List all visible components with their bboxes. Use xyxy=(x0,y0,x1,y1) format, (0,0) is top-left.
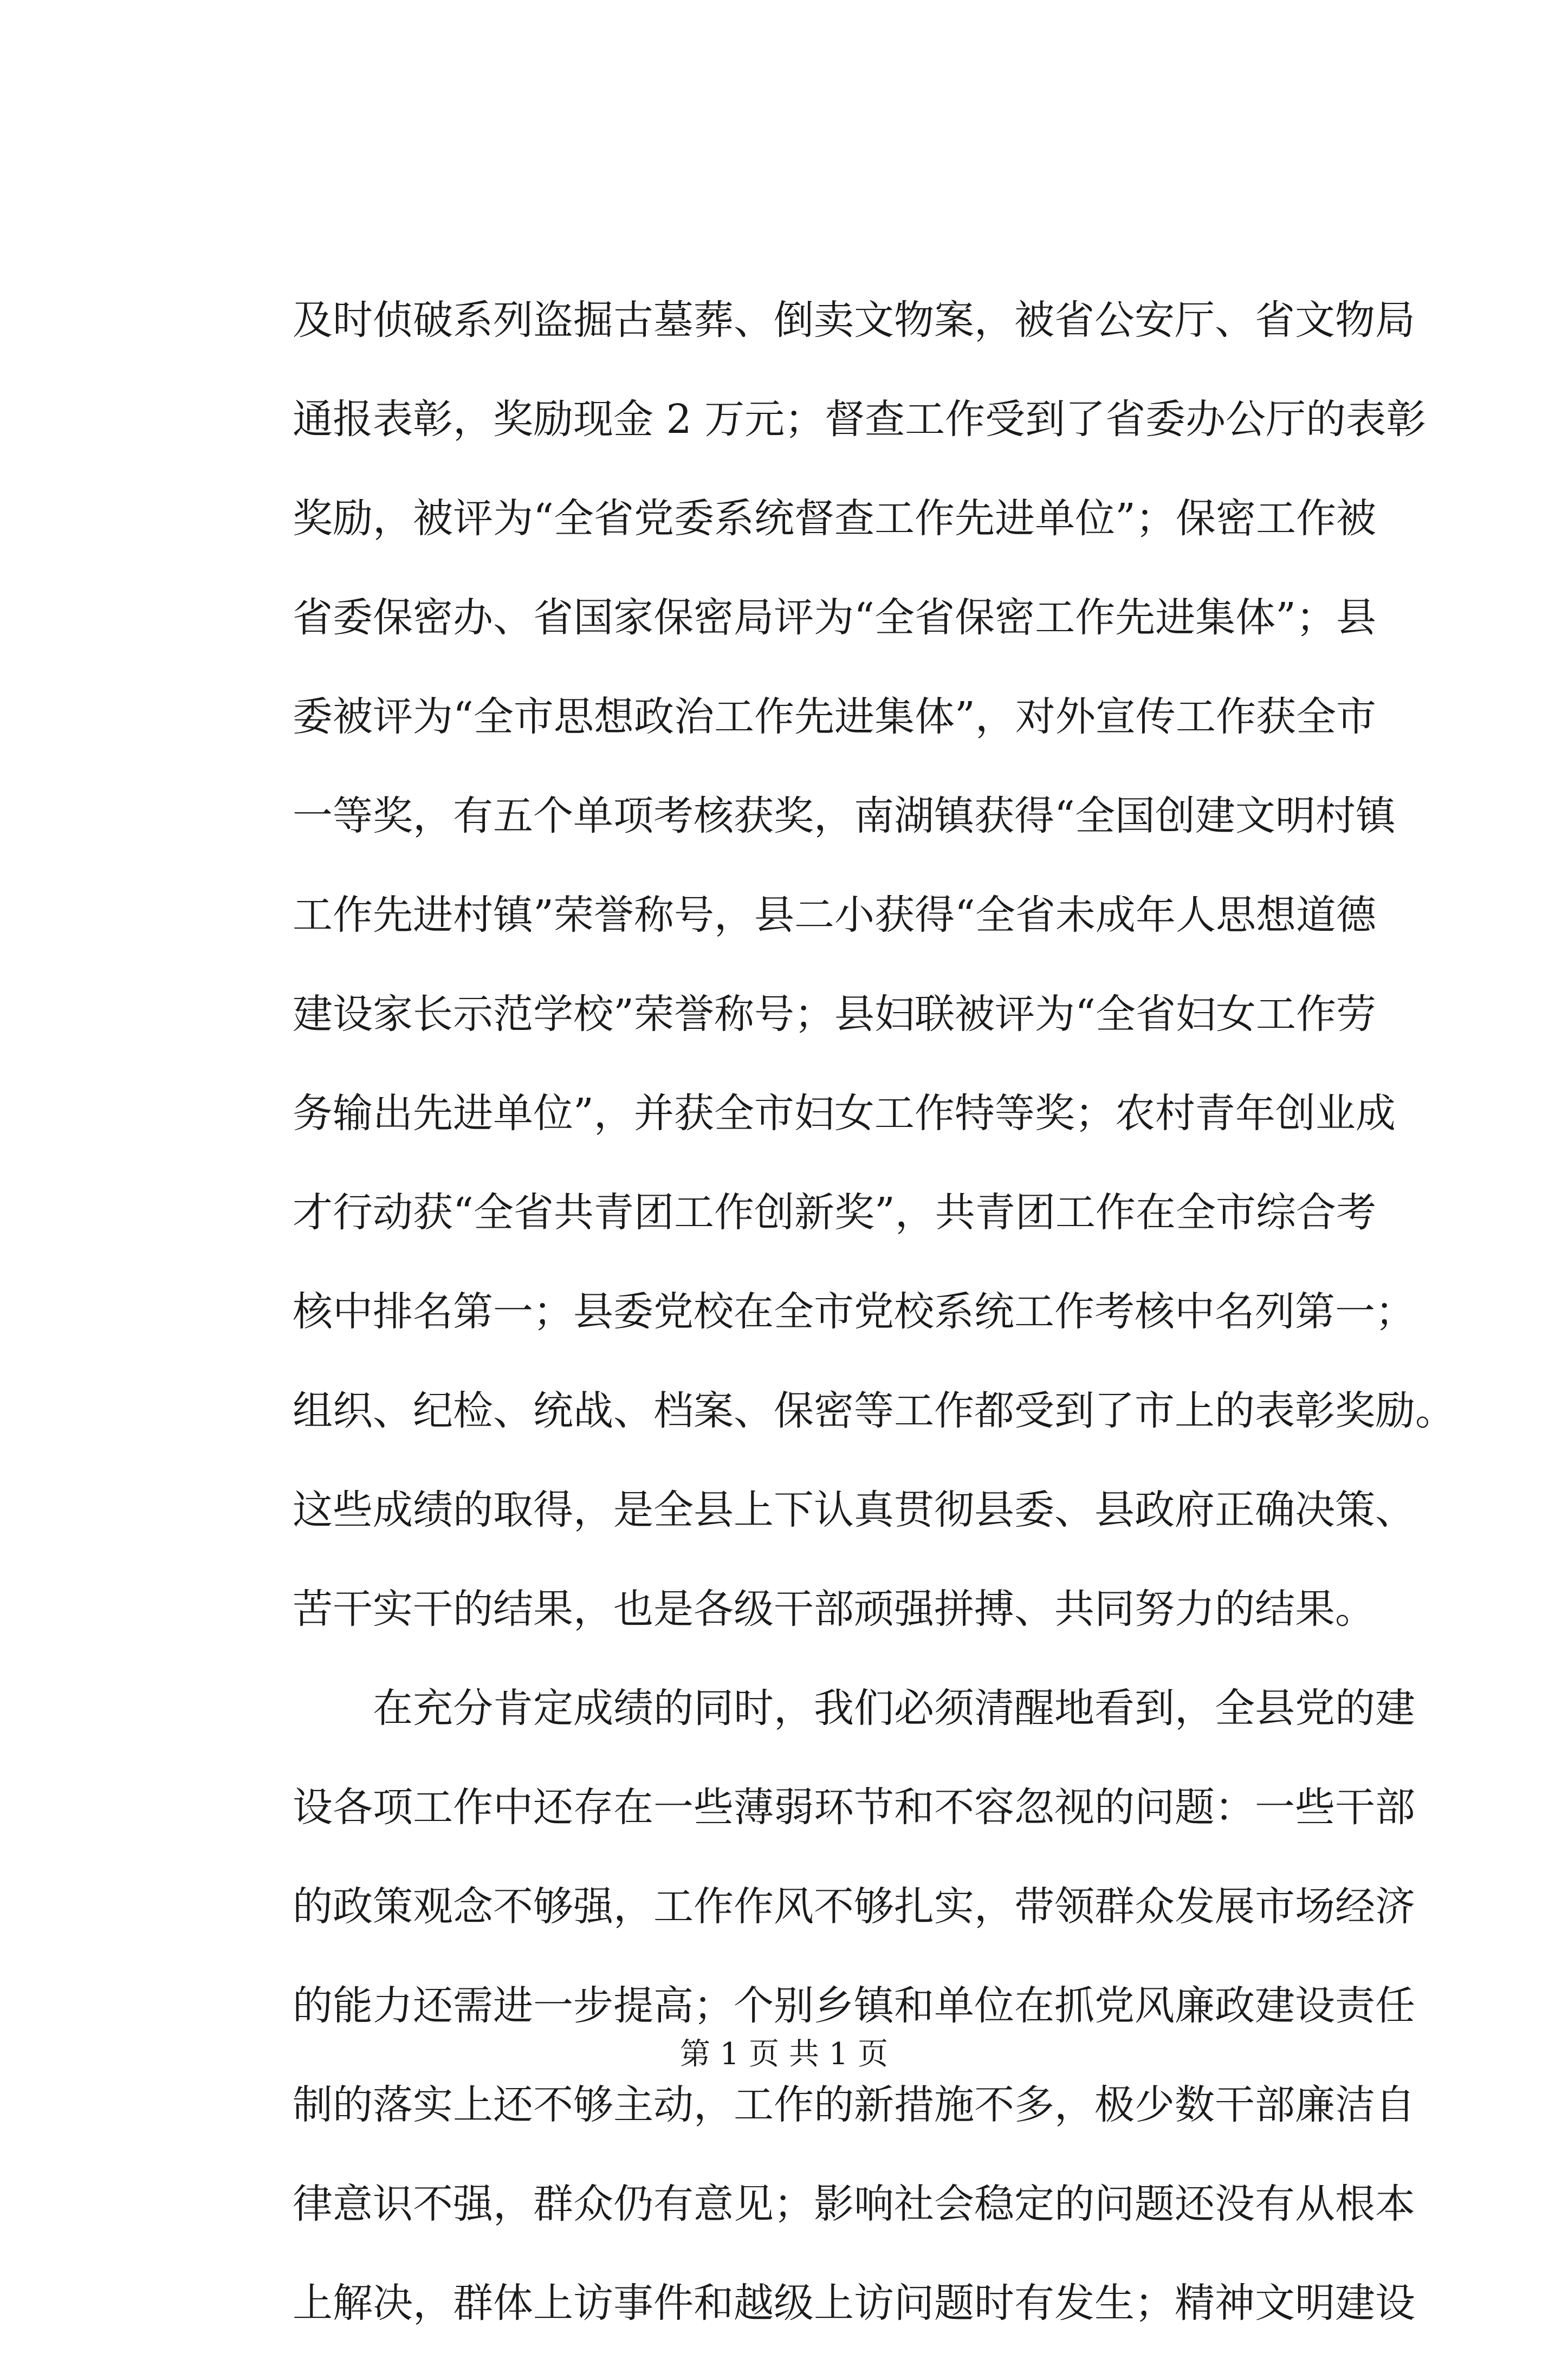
text-line: 一等奖，有五个单项考核获奖，南湖镇获得“全国创建文明村镇 xyxy=(293,793,1396,839)
text-line: 律意识不强，群众仍有意见；影响社会稳定的问题还没有从根本 xyxy=(293,2181,1415,2227)
page-footer xyxy=(0,2033,1568,2076)
text-line: 建设家长示范学校”荣誉称号；县妇联被评为“全省妇女工作劳 xyxy=(293,991,1376,1038)
page-number: 第 1 页 共 1 页 xyxy=(679,2037,889,2072)
text-line: 的政策观念不够强，工作作风不够扎实，带领群众发展市场经济 xyxy=(293,1883,1415,1930)
text-line: 奖励，被评为“全省党委系统督查工作先进单位”；保密工作被 xyxy=(293,495,1376,542)
text-line: 核中排名第一；县委党校在全市党校系统工作考核中名列第一； xyxy=(293,1288,1415,1335)
text-line: 委被评为“全市思想政治工作先进集体”，对外宣传工作获全市 xyxy=(293,693,1376,740)
text-line: 制的落实上还不够主动，工作的新措施不多，极少数干部廉洁自 xyxy=(293,2082,1415,2128)
text-line: 设各项工作中还存在一些薄弱环节和不容忽视的问题：一些干部 xyxy=(293,1784,1415,1831)
text-line: 组织、纪检、统战、档案、保密等工作都受到了市上的表彰奖励。 xyxy=(293,1388,1455,1434)
text-line: 及时侦破系列盗掘古墓葬、倒卖文物案，被省公安厅、省文物局 xyxy=(293,297,1415,343)
text-line: 的能力还需进一步提高；个别乡镇和单位在抓党风廉政建设责任 xyxy=(293,1982,1415,2029)
text-line: 这些成绩的取得，是全县上下认真贯彻县委、县政府正确决策、 xyxy=(293,1487,1415,1533)
text-line: 省委保密办、省国家保密局评为“全省保密工作先进集体”；县 xyxy=(293,594,1376,641)
paragraph-first-line: 在充分肯定成绩的同时，我们必须清醒地看到，全县党的建 xyxy=(373,1685,1415,1732)
text-line: 通报表彰，奖励现金 2 万元；督查工作受到了省委办公厅的表彰 xyxy=(293,396,1427,443)
text-line: 上解决，群体上访事件和越级上访问题时有发生；精神文明建设 xyxy=(293,2280,1415,2326)
text-line: 务输出先进单位”，并获全市妇女工作特等奖；农村青年创业成 xyxy=(293,1090,1396,1137)
text-line: 工作先进村镇”荣誉称号，县二小获得“全省未成年人思想道德 xyxy=(293,892,1376,938)
text-line: 才行动获“全省共青团工作创新奖”，共青团工作在全市综合考 xyxy=(293,1189,1376,1236)
text-line: 苦干实干的结果，也是各级干部顽强拼搏、共同努力的结果。 xyxy=(293,1586,1375,1632)
